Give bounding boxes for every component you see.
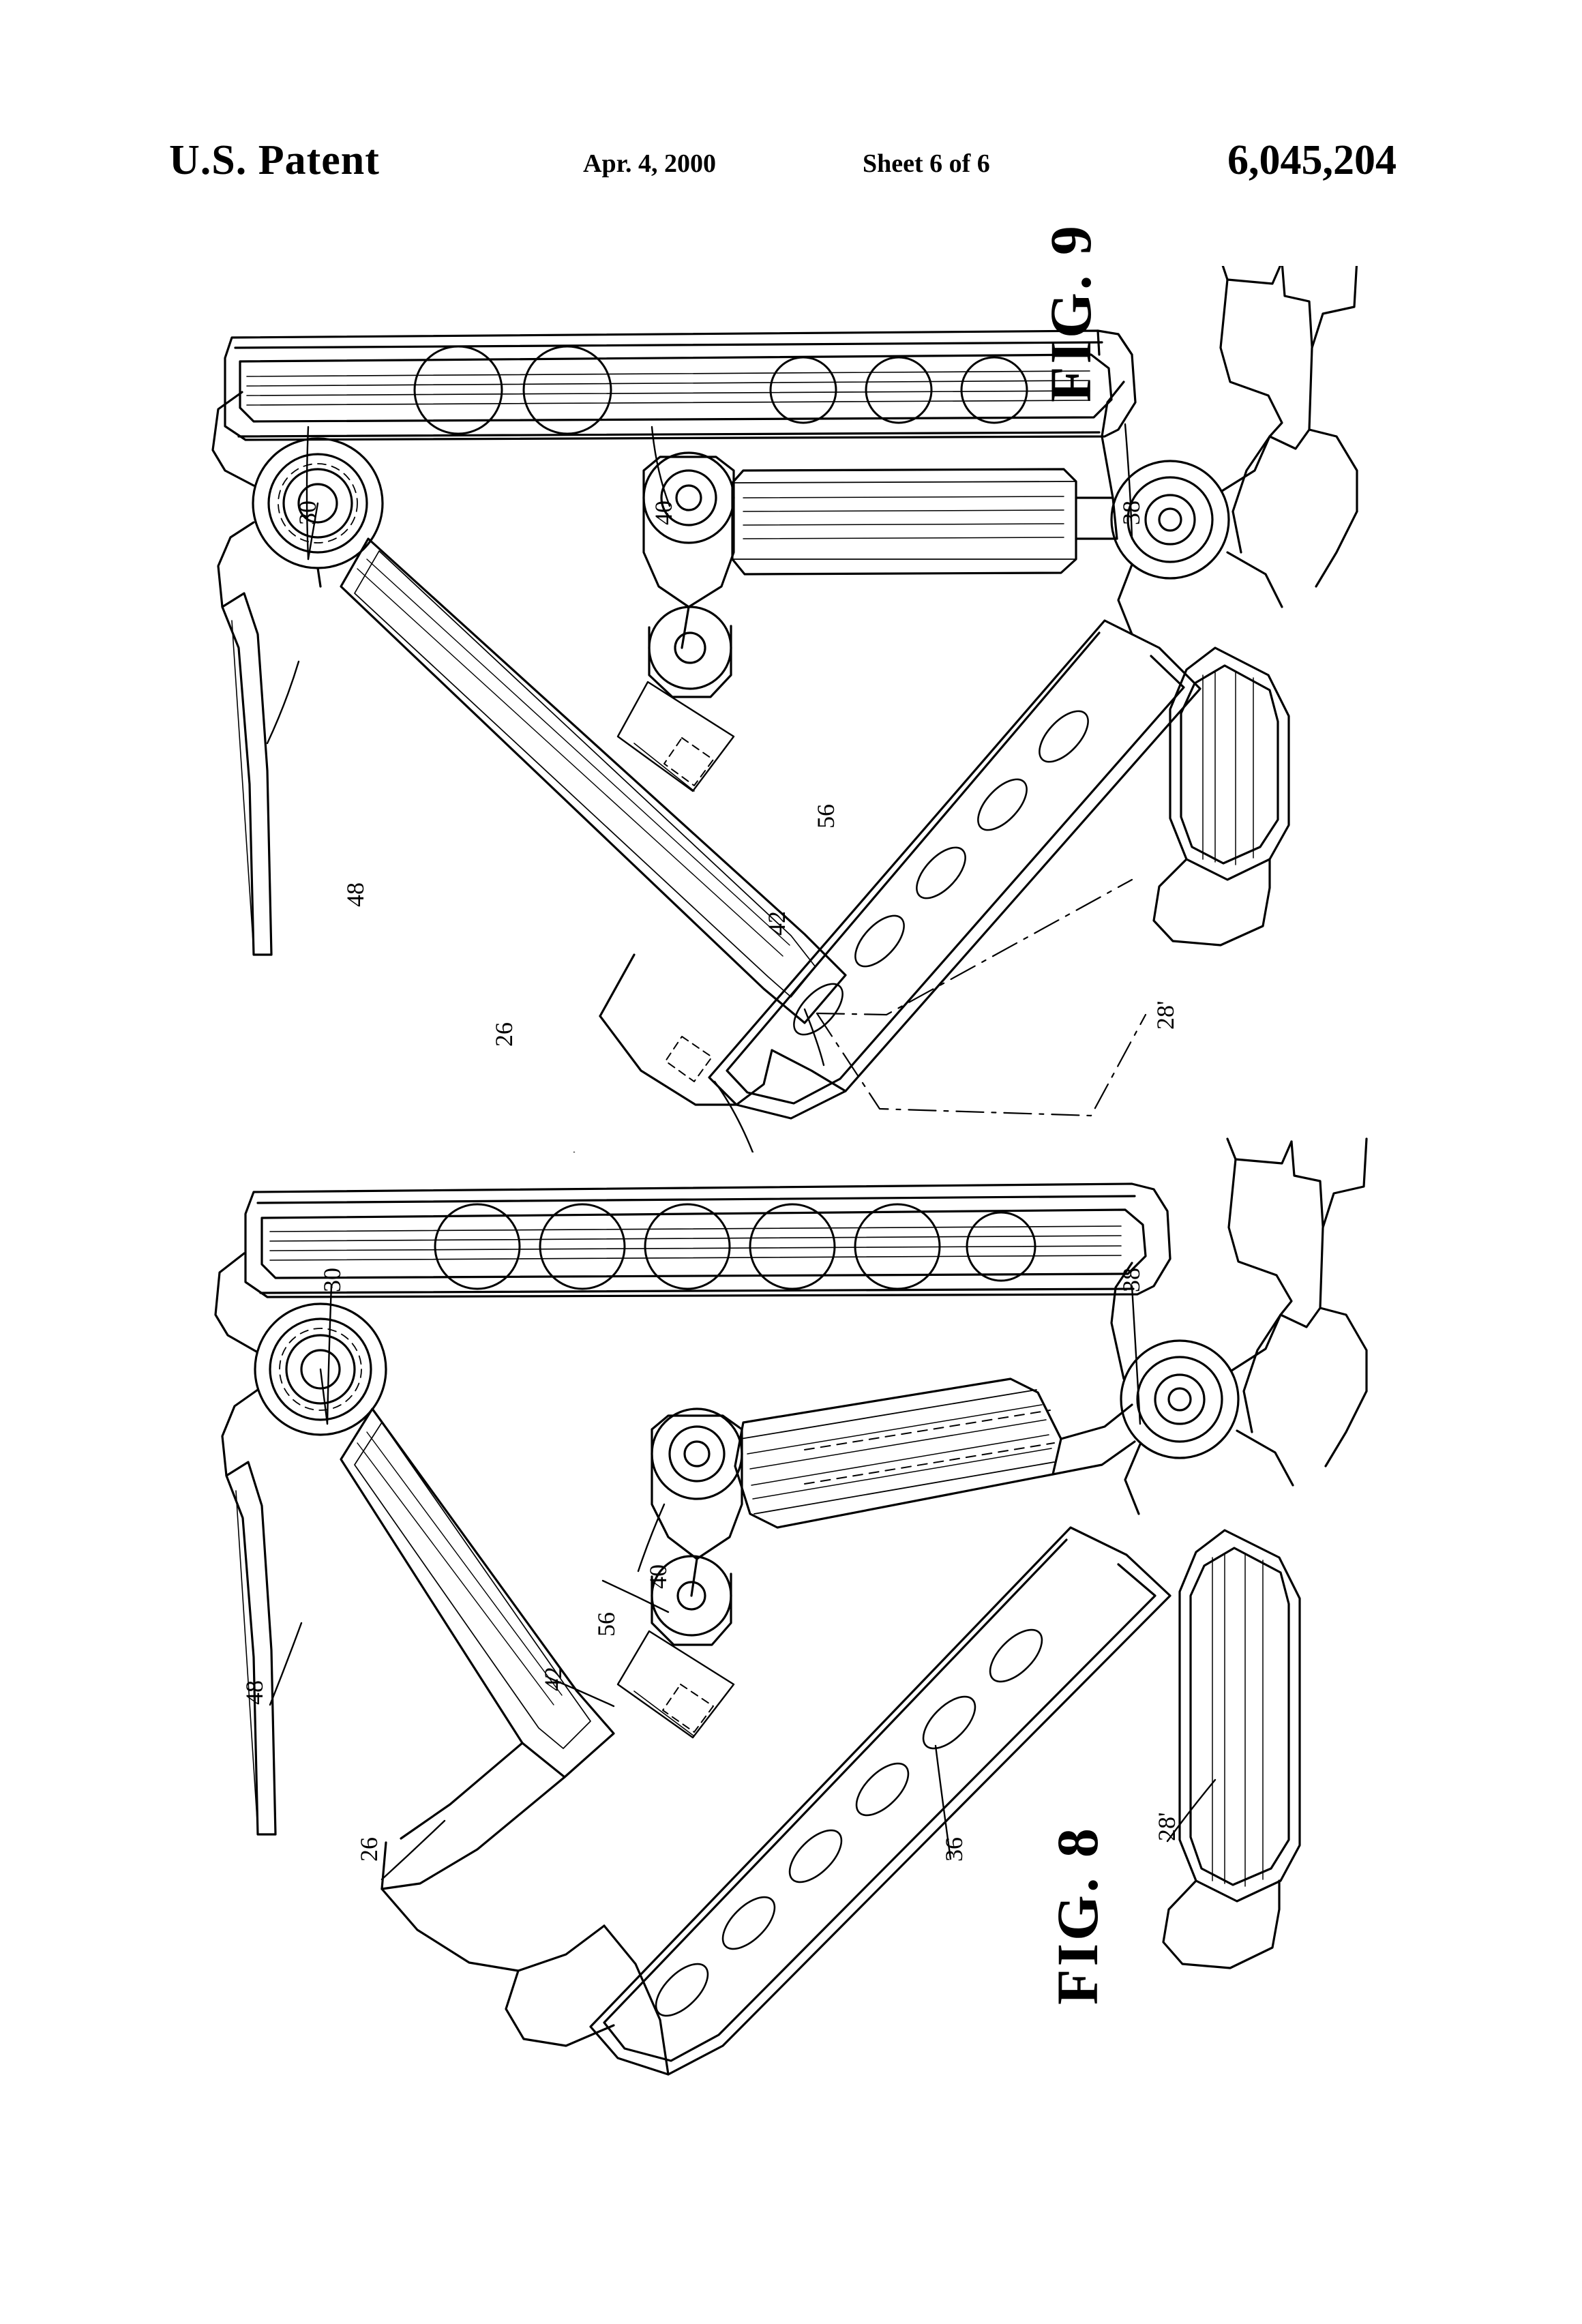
figure-9-drawing [0, 266, 1582, 1152]
patent-office-title: U.S. Patent [169, 137, 380, 183]
reference-numeral: 48 [241, 1680, 268, 1705]
reference-numeral: 56 [812, 804, 839, 829]
figure-9 [0, 266, 1582, 1152]
reference-numeral: 48 [342, 882, 369, 907]
patent-header [0, 136, 1582, 198]
reference-numeral: 40 [650, 501, 677, 525]
reference-numeral: 26 [355, 1837, 383, 1862]
reference-numeral: 28' [1153, 1812, 1180, 1841]
reference-numeral: 42 [539, 1667, 567, 1691]
reference-numeral: 38 [1118, 501, 1145, 525]
patent-number: 6,045,204 [1227, 137, 1397, 183]
reference-numeral: 26 [490, 1022, 518, 1047]
reference-numeral: 42 [763, 911, 790, 936]
reference-numeral: 36 [940, 1837, 968, 1862]
reference-numeral: 30 [294, 501, 321, 525]
reference-numeral: 28' [1152, 1000, 1179, 1030]
sheet-number: Sheet 6 of 6 [863, 149, 990, 178]
reference-numeral: 56 [593, 1612, 620, 1637]
figure-8-drawing [0, 1118, 1582, 2264]
reference-numeral: 40 [644, 1564, 672, 1589]
patent-date: Apr. 4, 2000 [583, 149, 716, 178]
reference-numeral: 30 [318, 1268, 346, 1292]
figure-9-caption: FIG. 9 [1038, 223, 1103, 402]
reference-numeral: 38 [1118, 1268, 1145, 1292]
figure-8 [0, 1118, 1582, 2264]
figure-8-caption: FIG. 8 [1045, 1826, 1110, 2005]
